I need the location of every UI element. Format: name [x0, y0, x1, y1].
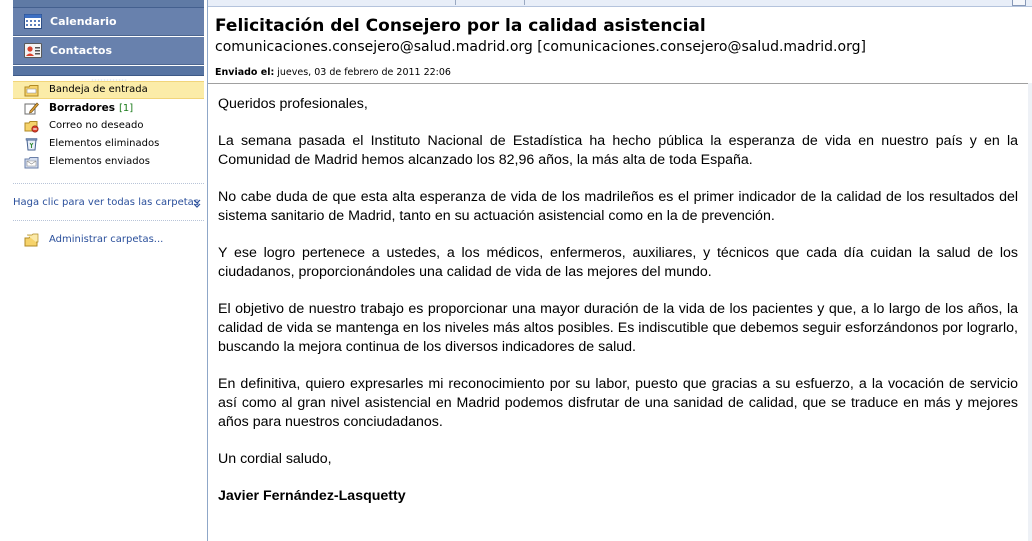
body-paragraph: Queridos profesionales,: [218, 96, 368, 112]
message-signature: Javier Fernández-Lasquetty: [218, 488, 406, 504]
junk-mail-icon: [24, 119, 39, 133]
folder-label: Borradores: [49, 102, 115, 114]
navigation-pane: [0, 0, 208, 541]
message-header: [208, 7, 1032, 84]
folder-label: Elementos eliminados: [49, 138, 160, 149]
sent-date: jueves, 03 de febrero de 2011 22:06: [277, 67, 451, 78]
folder-item-junk[interactable]: [13, 117, 204, 135]
folder-label: Elementos enviados: [49, 156, 150, 167]
body-paragraph: La semana pasada el Instituto Nacional de Estadística ha hecho pública la esperanza de vida en nuestro país y en la Comunidad de Madrid hemos alcanzado los 82,96 años, la más alta de toda España.: [218, 133, 1018, 168]
inbox-folder-icon: [24, 83, 39, 97]
folder-item-drafts[interactable]: [13, 99, 204, 117]
folder-item-deleted[interactable]: [13, 135, 204, 153]
body-paragraph: Un cordial saludo,: [218, 451, 332, 467]
body-paragraph: Y ese logro pertenece a ustedes, a los médicos, enfermeros, auxiliares, y técnicos que cada día cuidan la salud de los ciudadanos, proporcionándoles una calidad de vida de las mejores del mundo.: [218, 245, 1018, 280]
body-paragraph: No cabe duda de que esta alta esperanza de vida de los madrileños es el primer indicador de la calidad de los resultados del sistema sanitario de Madrid, tanto en su actuación asistencial como en la de prevención.: [218, 189, 1018, 224]
manage-folders-icon: [24, 233, 39, 247]
unread-count-badge: [1]: [118, 103, 134, 114]
calendar-icon: [24, 14, 42, 29]
nav-button-contacts[interactable]: [13, 37, 204, 65]
nav-pane-header-strip: [13, 0, 204, 8]
folder-list: [13, 81, 204, 171]
sent-label: Enviado el:: [215, 67, 275, 78]
double-chevron-down-icon: [192, 196, 202, 210]
toolbar-corner-button[interactable]: [1012, 0, 1026, 6]
folder-separator: [13, 183, 204, 184]
show-all-folders-link[interactable]: [13, 196, 204, 210]
manage-folders-link[interactable]: [13, 232, 204, 248]
toolbar-separator: [524, 0, 525, 5]
reading-toolbar-strip: [208, 0, 1032, 7]
toolbar-separator: [455, 0, 456, 5]
message-sent-line: [215, 67, 451, 78]
body-paragraph: En definitiva, quiero expresarles mi reconocimiento por su labor, puesto que gracias a su esfuerzo, a la vocación de servicio así como al gran nivel asistencial en Madrid podemos disfrutar de una sanidad de calidad, que se traduce en más y mejores años para nuestros conciudadanos.: [218, 376, 1018, 430]
reading-pane-scrollbar[interactable]: [1028, 83, 1032, 541]
reading-pane: [208, 0, 1032, 541]
show-all-folders-label: Haga clic para ver todas las carpetas: [13, 197, 199, 208]
deleted-items-icon: [24, 137, 39, 151]
manage-folders-label: Administrar carpetas...: [49, 234, 164, 245]
nav-button-label: Calendario: [50, 15, 117, 28]
contacts-icon: [24, 43, 42, 58]
folder-item-inbox[interactable]: [13, 81, 204, 99]
folder-separator: [13, 220, 204, 221]
nav-button-calendar[interactable]: [13, 8, 204, 36]
body-paragraph: El objetivo de nuestro trabajo es proporcionar una mayor duración de la vida de los pacientes y que, a lo largo de los años, la calidad de vida se mantenga en los niveles más altos posibles. Es indiscutible que debemos seguir esforzándonos por lograrlo, buscando la mejora continua de los diversos indicadores de salud.: [218, 301, 1018, 355]
nav-pane-resize-grip[interactable]: [13, 66, 204, 76]
message-sender[interactable]: comunicaciones.consejero@salud.madrid.org [comunicaciones.consejero@salud.madrid.org]: [215, 39, 866, 55]
folder-label: Bandeja de entrada: [49, 84, 148, 95]
folder-label: Correo no deseado: [49, 120, 144, 131]
folder-item-sent[interactable]: [13, 153, 204, 171]
drafts-icon: [24, 101, 39, 115]
message-body: [218, 95, 1018, 524]
nav-button-label: Contactos: [50, 44, 113, 57]
message-subject: Felicitación del Consejero por la calidad asistencial: [215, 16, 706, 36]
sent-items-icon: [24, 155, 39, 169]
